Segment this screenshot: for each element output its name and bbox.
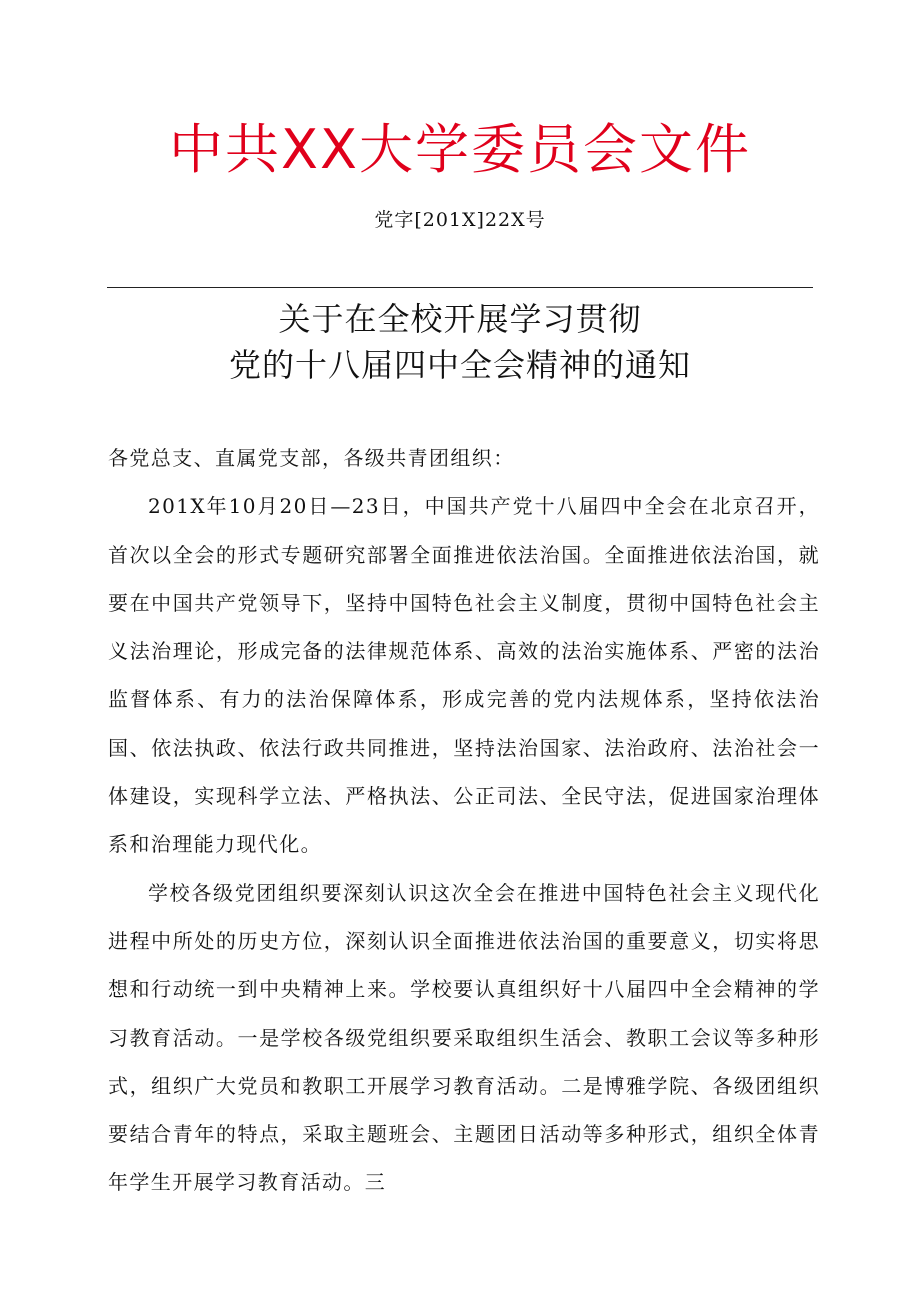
document-number: 党字[201X]22X号 — [374, 209, 546, 231]
notice-title-line-1: 关于在全校开展学习贯彻 — [278, 300, 642, 338]
notice-title-line-2: 党的十八届四中全会精神的通知 — [228, 346, 691, 384]
notice-title — [0, 296, 920, 388]
body-paragraph-1: 201X年10月20日—23日，中国共产党十八届四中全会在北京召开，首次以全会的形式专题研究部署全面推进依法治国。全面推进依法治国，就要在中国共产党领导下，坚持中国特色社会主义制度，贯彻中国特色社会主义法治理论，形成完备的法律规范体系、高效的法治实施体系、严密的法治监督体系、有力的法治保障体系，形成完善的党内法规体系，坚持依法治国、依法执政、依法行政共同推进，坚持法治国家、法治政府、法治社会一体建设，实现科学立法、严格执法、公正司法、全民守法，促进国家治理体系和治理能力现代化。 — [108, 494, 820, 857]
salutation: 各党总支、直属党支部，各级共青团组织： — [108, 446, 515, 470]
notice-body — [108, 434, 820, 1207]
document-header-title: 中共XX大学委员会文件 — [169, 118, 751, 181]
body-paragraph-2: 学校各级党团组织要深刻认识这次全会在推进中国特色社会主义现代化进程中所处的历史方位，深刻认识全面推进依法治国的重要意义，切实将思想和行动统一到中央精神上来。学校要认真组织好十八届四中全会精神的学习教育活动。一是学校各级党组织要采取组织生活会、教职工会议等多种形式，组织广大党员和教职工开展学习教育活动。二是博雅学院、各级团组织要结合青年的特点，采取主题班会、主题团日活动等多种形式，组织全体青年学生开展学习教育活动。三 — [108, 880, 820, 1195]
header-divider — [107, 287, 813, 288]
